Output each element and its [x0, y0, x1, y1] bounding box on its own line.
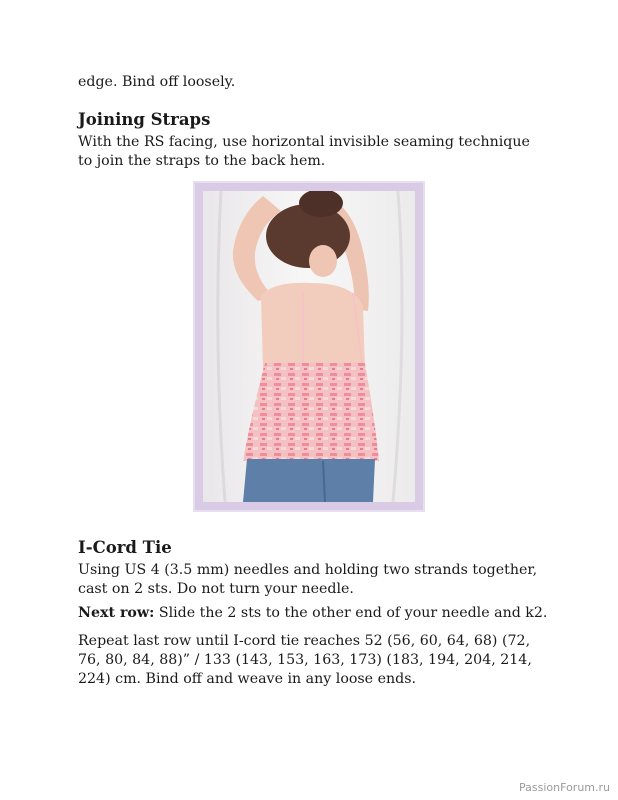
model-photo	[203, 191, 415, 502]
paragraph-joining-straps: With the RS facing, use horizontal invisible seaming technique to join the straps to the back hem.	[78, 134, 530, 169]
knitted-top	[243, 363, 379, 461]
heading-joining-straps: Joining Straps	[78, 110, 211, 129]
back	[261, 283, 365, 371]
paragraph-icord-tie: Using US 4 (3.5 mm) needles and holding two strands together, cast on 2 sts. Do not turn your needle.	[78, 562, 538, 597]
paragraph-next-row	[78, 604, 548, 623]
next-row-label: Next row:	[78, 605, 155, 621]
paragraph-repeat: Repeat last row until I-cord tie reaches 52 (56, 60, 64, 68) (72, 76, 80, 84, 88)” / 133 (143, 153, 163, 173) (183, 194, 204, 214, 224) cm. Bind off and weave in any loose ends.	[78, 633, 532, 687]
watermark: PassionForum.ru	[519, 781, 610, 794]
face	[309, 245, 337, 277]
model-photo-illustration	[203, 191, 415, 502]
next-row-text: Slide the 2 sts to the other end of your needle and k2.	[154, 605, 548, 621]
paragraph-edge: edge. Bind off loosely.	[78, 74, 236, 90]
heading-icord-tie: I-Cord Tie	[78, 538, 172, 557]
photo-frame	[193, 181, 425, 512]
jeans	[243, 459, 375, 502]
